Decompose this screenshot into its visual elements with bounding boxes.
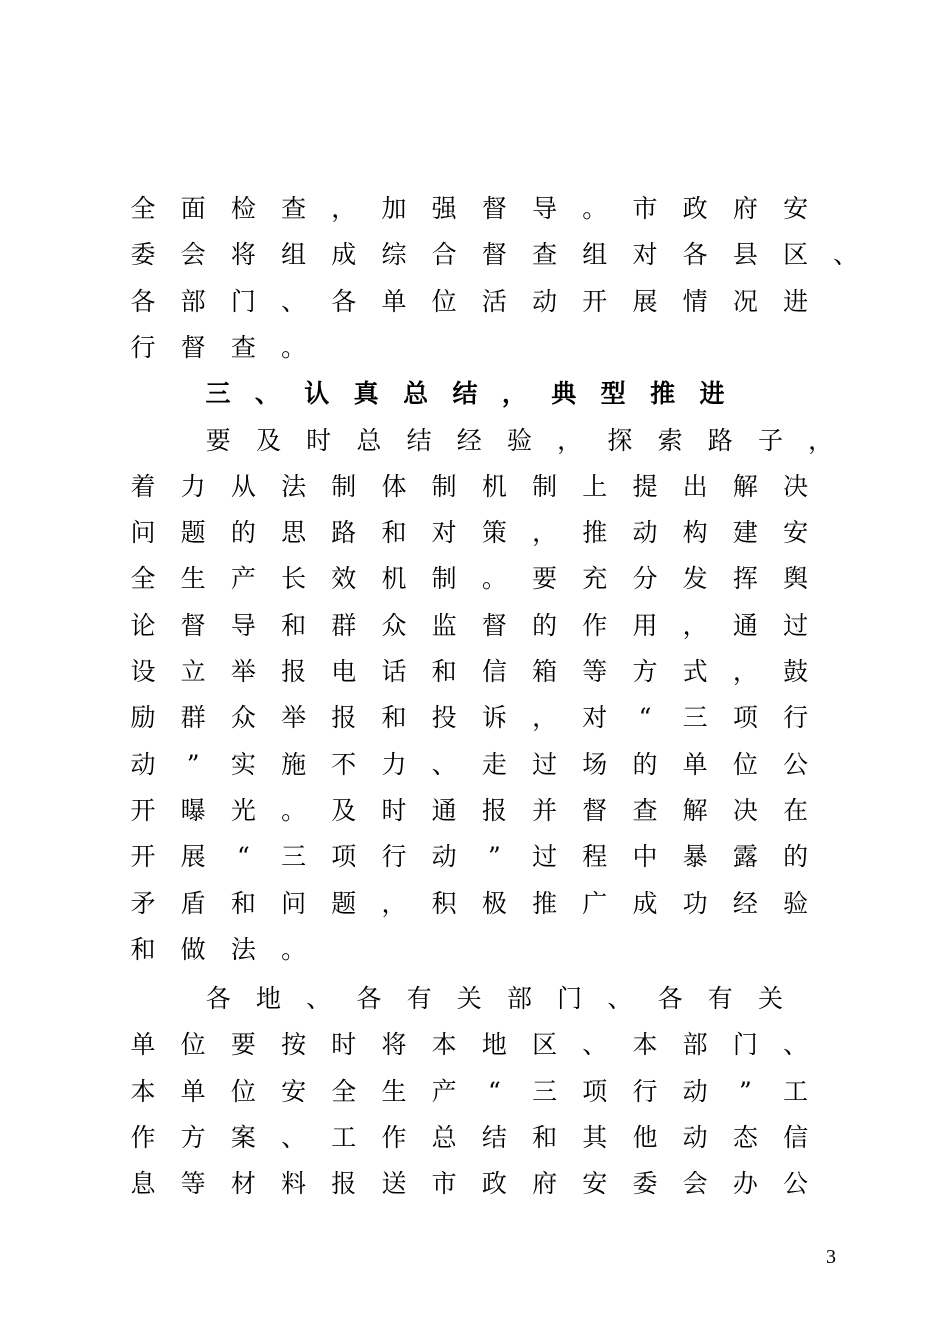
glyph: 门 [230, 286, 256, 316]
glyph: 策 [481, 518, 507, 548]
glyph: 动 [682, 1123, 708, 1152]
glyph: 他 [632, 1123, 658, 1152]
glyph: 的 [230, 518, 256, 548]
glyph: 开 [130, 842, 156, 872]
glyph: 要 [205, 425, 231, 455]
glyph: 区 [532, 1030, 558, 1060]
glyph: 推 [532, 888, 558, 918]
glyph: 光 [230, 795, 256, 825]
glyph: 法 [281, 471, 307, 501]
glyph: 典 [551, 379, 577, 409]
glyph: 委 [632, 1169, 658, 1199]
glyph: 情 [682, 286, 708, 316]
glyph: 检 [230, 194, 256, 223]
glyph: 经 [732, 888, 758, 918]
glyph: 推 [582, 518, 608, 548]
glyph: 各 [657, 984, 683, 1014]
glyph: 结 [481, 1123, 507, 1152]
glyph: 的 [783, 842, 809, 872]
glyph: 、 [783, 1030, 809, 1060]
glyph: 部 [682, 1030, 708, 1060]
glyph: 、 [281, 1123, 307, 1152]
glyph: ， [331, 194, 357, 223]
glyph: 查 [230, 332, 256, 362]
glyph: 三 [682, 703, 708, 733]
glyph: 推 [650, 379, 676, 409]
glyph: 会 [180, 240, 206, 270]
glyph: 活 [481, 286, 507, 316]
glyph: 长 [281, 564, 307, 594]
glyph: 各 [682, 240, 708, 270]
glyph: 和 [381, 703, 407, 733]
glyph: “ [638, 703, 652, 733]
glyph: 全 [130, 194, 156, 223]
glyph: 查 [532, 240, 558, 270]
glyph: 督 [481, 194, 507, 223]
glyph: 单 [130, 1030, 156, 1060]
glyph: 制 [532, 471, 558, 501]
glyph: 安 [783, 194, 809, 223]
glyph: 思 [281, 518, 307, 548]
glyph: 力 [381, 749, 407, 779]
glyph: 导 [230, 610, 256, 640]
glyph: 真 [353, 379, 379, 409]
glyph: 府 [732, 194, 758, 223]
glyph: 产 [230, 564, 256, 594]
glyph: 息 [130, 1169, 156, 1199]
glyph: 将 [230, 240, 256, 270]
glyph: 话 [381, 657, 407, 686]
glyph: 位 [180, 1030, 206, 1060]
glyph: 行 [130, 332, 156, 362]
glyph: 展 [180, 842, 206, 872]
glyph: ， [381, 888, 407, 918]
glyph: 料 [281, 1169, 307, 1199]
glyph: 过 [532, 842, 558, 872]
glyph: 动 [682, 1076, 708, 1106]
glyph: 单 [682, 749, 708, 779]
glyph: 举 [230, 657, 256, 686]
glyph: 组 [582, 240, 608, 270]
glyph: 及 [331, 795, 357, 825]
glyph: 方 [632, 657, 658, 686]
glyph: 走 [481, 749, 507, 779]
glyph: 积 [431, 888, 457, 918]
glyph: 地 [255, 984, 281, 1014]
page-number: 3 [826, 1246, 836, 1268]
glyph: 做 [180, 934, 206, 964]
glyph: ， [501, 379, 527, 409]
glyph: 单 [381, 286, 407, 316]
glyph: 信 [783, 1123, 809, 1152]
glyph: 部 [180, 286, 206, 316]
glyph: 合 [431, 240, 457, 270]
glyph: 单 [180, 1076, 206, 1106]
glyph: 行 [783, 703, 809, 733]
glyph: 验 [783, 888, 809, 918]
glyph: 众 [230, 703, 256, 733]
glyph: 督 [180, 610, 206, 640]
glyph: 开 [582, 286, 608, 316]
glyph: 将 [381, 1030, 407, 1060]
glyph: 展 [632, 286, 658, 316]
glyph: 产 [431, 1076, 457, 1106]
glyph: 设 [130, 657, 156, 686]
glyph: 举 [281, 703, 307, 733]
glyph: 广 [582, 888, 608, 918]
glyph: 公 [783, 749, 809, 779]
glyph: 公 [783, 1169, 809, 1199]
glyph: 报 [331, 1169, 357, 1199]
glyph: 三 [281, 842, 307, 872]
glyph: ， [732, 657, 758, 686]
glyph: 总 [403, 379, 429, 409]
glyph: 和 [281, 610, 307, 640]
glyph: 报 [281, 657, 307, 686]
glyph: 督 [481, 610, 507, 640]
glyph: 论 [130, 610, 156, 640]
glyph: 解 [732, 471, 758, 501]
glyph: 要 [230, 1030, 256, 1060]
glyph: 时 [381, 795, 407, 825]
glyph: 箱 [532, 657, 558, 686]
glyph: 位 [732, 749, 758, 779]
glyph: 过 [783, 610, 809, 640]
glyph: 进 [699, 379, 725, 409]
glyph: 路 [331, 518, 357, 548]
glyph: 、 [281, 286, 307, 316]
glyph: 发 [682, 564, 708, 594]
glyph: 作 [130, 1123, 156, 1152]
glyph: 通 [431, 795, 457, 825]
glyph: 制 [431, 564, 457, 594]
glyph: 委 [130, 240, 156, 270]
glyph: 题 [331, 888, 357, 918]
glyph: 成 [632, 888, 658, 918]
glyph: 过 [532, 749, 558, 779]
glyph: 体 [381, 471, 407, 501]
glyph: 各 [356, 984, 382, 1014]
glyph: 三 [532, 1076, 558, 1106]
glyph: 施 [281, 749, 307, 779]
glyph: 效 [331, 564, 357, 594]
glyph: 材 [230, 1169, 256, 1199]
glyph: 总 [356, 425, 382, 455]
glyph: 构 [682, 518, 708, 548]
glyph: 从 [230, 471, 256, 501]
glyph: 动 [130, 749, 156, 779]
glyph: 时 [306, 425, 332, 455]
glyph: 群 [180, 703, 206, 733]
glyph: 加 [381, 194, 407, 223]
glyph: 对 [582, 703, 608, 733]
glyph: 政 [682, 194, 708, 223]
glyph: 结 [452, 379, 478, 409]
glyph: 门 [557, 984, 583, 1014]
glyph: 法 [230, 934, 256, 964]
glyph: 各 [130, 286, 156, 316]
glyph: 导 [532, 194, 558, 223]
glyph: 中 [632, 842, 658, 872]
glyph: 、 [582, 1030, 608, 1060]
glyph: 建 [732, 518, 758, 548]
glyph: 时 [331, 1030, 357, 1060]
glyph: 开 [130, 795, 156, 825]
glyph: 查 [632, 795, 658, 825]
glyph: 和 [230, 888, 256, 918]
glyph: 生 [180, 564, 206, 594]
glyph: 区 [783, 240, 809, 270]
glyph: 问 [130, 518, 156, 548]
glyph: 其 [582, 1123, 608, 1152]
glyph: 投 [431, 703, 457, 733]
glyph: 不 [331, 749, 357, 779]
glyph: 查 [281, 194, 307, 223]
glyph: ， [557, 425, 583, 455]
glyph: 。 [481, 564, 507, 594]
glyph: 验 [506, 425, 532, 455]
glyph: 各 [331, 286, 357, 316]
glyph: 面 [180, 194, 206, 223]
glyph: 提 [632, 471, 658, 501]
glyph: 众 [381, 610, 407, 640]
glyph: 立 [180, 657, 206, 686]
glyph: 信 [481, 657, 507, 686]
glyph: 作 [381, 1123, 407, 1152]
glyph: 进 [783, 286, 809, 316]
glyph: 督 [481, 240, 507, 270]
glyph: 、 [254, 379, 280, 409]
glyph: 场 [582, 749, 608, 779]
glyph: 总 [431, 1123, 457, 1152]
glyph: 政 [481, 1169, 507, 1199]
glyph: 全 [130, 564, 156, 594]
glyph: 分 [632, 564, 658, 594]
glyph: 案 [230, 1123, 256, 1152]
glyph: 项 [582, 1076, 608, 1106]
glyph: 各 [205, 984, 231, 1014]
glyph: 三 [205, 379, 231, 409]
glyph: 经 [456, 425, 482, 455]
glyph: 并 [532, 795, 558, 825]
glyph: 全 [331, 1076, 357, 1106]
glyph: 。 [281, 332, 307, 362]
glyph: 和 [431, 657, 457, 686]
glyph: ” [488, 842, 501, 872]
glyph: 解 [682, 795, 708, 825]
glyph: 和 [381, 518, 407, 548]
glyph: 动 [532, 286, 558, 316]
glyph: 安 [582, 1169, 608, 1199]
glyph: 。 [582, 194, 608, 223]
glyph: 、 [431, 749, 457, 779]
glyph: 式 [682, 657, 708, 686]
glyph: 结 [406, 425, 432, 455]
glyph: 强 [431, 194, 457, 223]
glyph: 位 [431, 286, 457, 316]
glyph: 。 [281, 934, 307, 964]
glyph: 等 [180, 1169, 206, 1199]
glyph: 报 [481, 795, 507, 825]
glyph: 题 [180, 518, 206, 548]
glyph: 功 [682, 888, 708, 918]
glyph: 机 [481, 471, 507, 501]
glyph: 决 [732, 795, 758, 825]
glyph: 地 [481, 1030, 507, 1060]
glyph: 通 [732, 610, 758, 640]
glyph: 、 [833, 240, 859, 270]
glyph: ” [739, 1076, 752, 1106]
glyph: 电 [331, 657, 357, 686]
glyph: 生 [381, 1076, 407, 1106]
glyph: 动 [632, 518, 658, 548]
glyph: 舆 [783, 564, 809, 594]
glyph: 型 [600, 379, 626, 409]
glyph: 对 [431, 518, 457, 548]
glyph: 市 [632, 194, 658, 223]
glyph: 等 [582, 657, 608, 686]
glyph: 曝 [180, 795, 206, 825]
glyph: 要 [532, 564, 558, 594]
glyph: 态 [732, 1123, 758, 1152]
glyph: 力 [180, 471, 206, 501]
glyph: 部 [506, 984, 532, 1014]
glyph: 况 [732, 286, 758, 316]
glyph: 会 [682, 1169, 708, 1199]
glyph: 子 [757, 425, 783, 455]
glyph: 本 [632, 1030, 658, 1060]
glyph: ， [532, 703, 558, 733]
glyph: 和 [130, 934, 156, 964]
glyph: 励 [130, 703, 156, 733]
glyph: 行 [632, 1076, 658, 1106]
glyph: 和 [532, 1123, 558, 1152]
glyph: 露 [732, 842, 758, 872]
glyph: 探 [607, 425, 633, 455]
glyph: ， [532, 518, 558, 548]
glyph: ， [682, 610, 708, 640]
glyph: 鼓 [783, 657, 809, 686]
glyph: 安 [783, 518, 809, 548]
glyph: 督 [582, 795, 608, 825]
glyph: 行 [381, 842, 407, 872]
glyph: ， [808, 425, 834, 455]
glyph: 县 [732, 240, 758, 270]
glyph: 有 [406, 984, 432, 1014]
glyph: 制 [331, 471, 357, 501]
glyph: 组 [281, 240, 307, 270]
glyph: 诉 [481, 703, 507, 733]
glyph: 索 [657, 425, 683, 455]
glyph: 。 [281, 795, 307, 825]
glyph: 、 [306, 984, 332, 1014]
glyph: 送 [381, 1169, 407, 1199]
glyph: 充 [582, 564, 608, 594]
glyph: 极 [481, 888, 507, 918]
glyph: 、 [607, 984, 633, 1014]
glyph: 关 [456, 984, 482, 1014]
glyph: 工 [783, 1076, 809, 1106]
glyph: 问 [281, 888, 307, 918]
glyph: 及 [255, 425, 281, 455]
glyph: 安 [281, 1076, 307, 1106]
glyph: 有 [707, 984, 733, 1014]
glyph: 督 [180, 332, 206, 362]
glyph: 对 [632, 240, 658, 270]
glyph: 办 [732, 1169, 758, 1199]
glyph: “ [237, 842, 250, 872]
glyph: 认 [304, 379, 330, 409]
glyph: 动 [431, 842, 457, 872]
glyph: 在 [783, 795, 809, 825]
glyph: 机 [381, 564, 407, 594]
glyph: 综 [381, 240, 407, 270]
glyph: 用 [632, 610, 658, 640]
glyph: 着 [130, 471, 156, 501]
glyph: 报 [331, 703, 357, 733]
glyph: 成 [331, 240, 357, 270]
glyph: 的 [632, 749, 658, 779]
glyph: 市 [431, 1169, 457, 1199]
glyph: 工 [331, 1123, 357, 1152]
glyph: 群 [331, 610, 357, 640]
glyph: 项 [732, 703, 758, 733]
glyph: 上 [582, 471, 608, 501]
glyph: 本 [130, 1076, 156, 1106]
glyph: “ [488, 1076, 501, 1106]
glyph: 暴 [682, 842, 708, 872]
glyph: 挥 [732, 564, 758, 594]
glyph: 作 [582, 610, 608, 640]
glyph: 按 [281, 1030, 307, 1060]
glyph: 决 [783, 471, 809, 501]
glyph: 的 [532, 610, 558, 640]
glyph: 盾 [180, 888, 206, 918]
glyph: 方 [180, 1123, 206, 1152]
glyph: 府 [532, 1169, 558, 1199]
glyph: 监 [431, 610, 457, 640]
glyph: 制 [431, 471, 457, 501]
glyph: 出 [682, 471, 708, 501]
glyph: 实 [230, 749, 256, 779]
glyph: 程 [582, 842, 608, 872]
glyph: 项 [331, 842, 357, 872]
glyph: 位 [230, 1076, 256, 1106]
glyph: 关 [757, 984, 783, 1014]
glyph: 路 [707, 425, 733, 455]
glyph: 矛 [130, 888, 156, 918]
glyph: ” [186, 749, 200, 779]
glyph: 本 [431, 1030, 457, 1060]
glyph: 门 [732, 1030, 758, 1060]
